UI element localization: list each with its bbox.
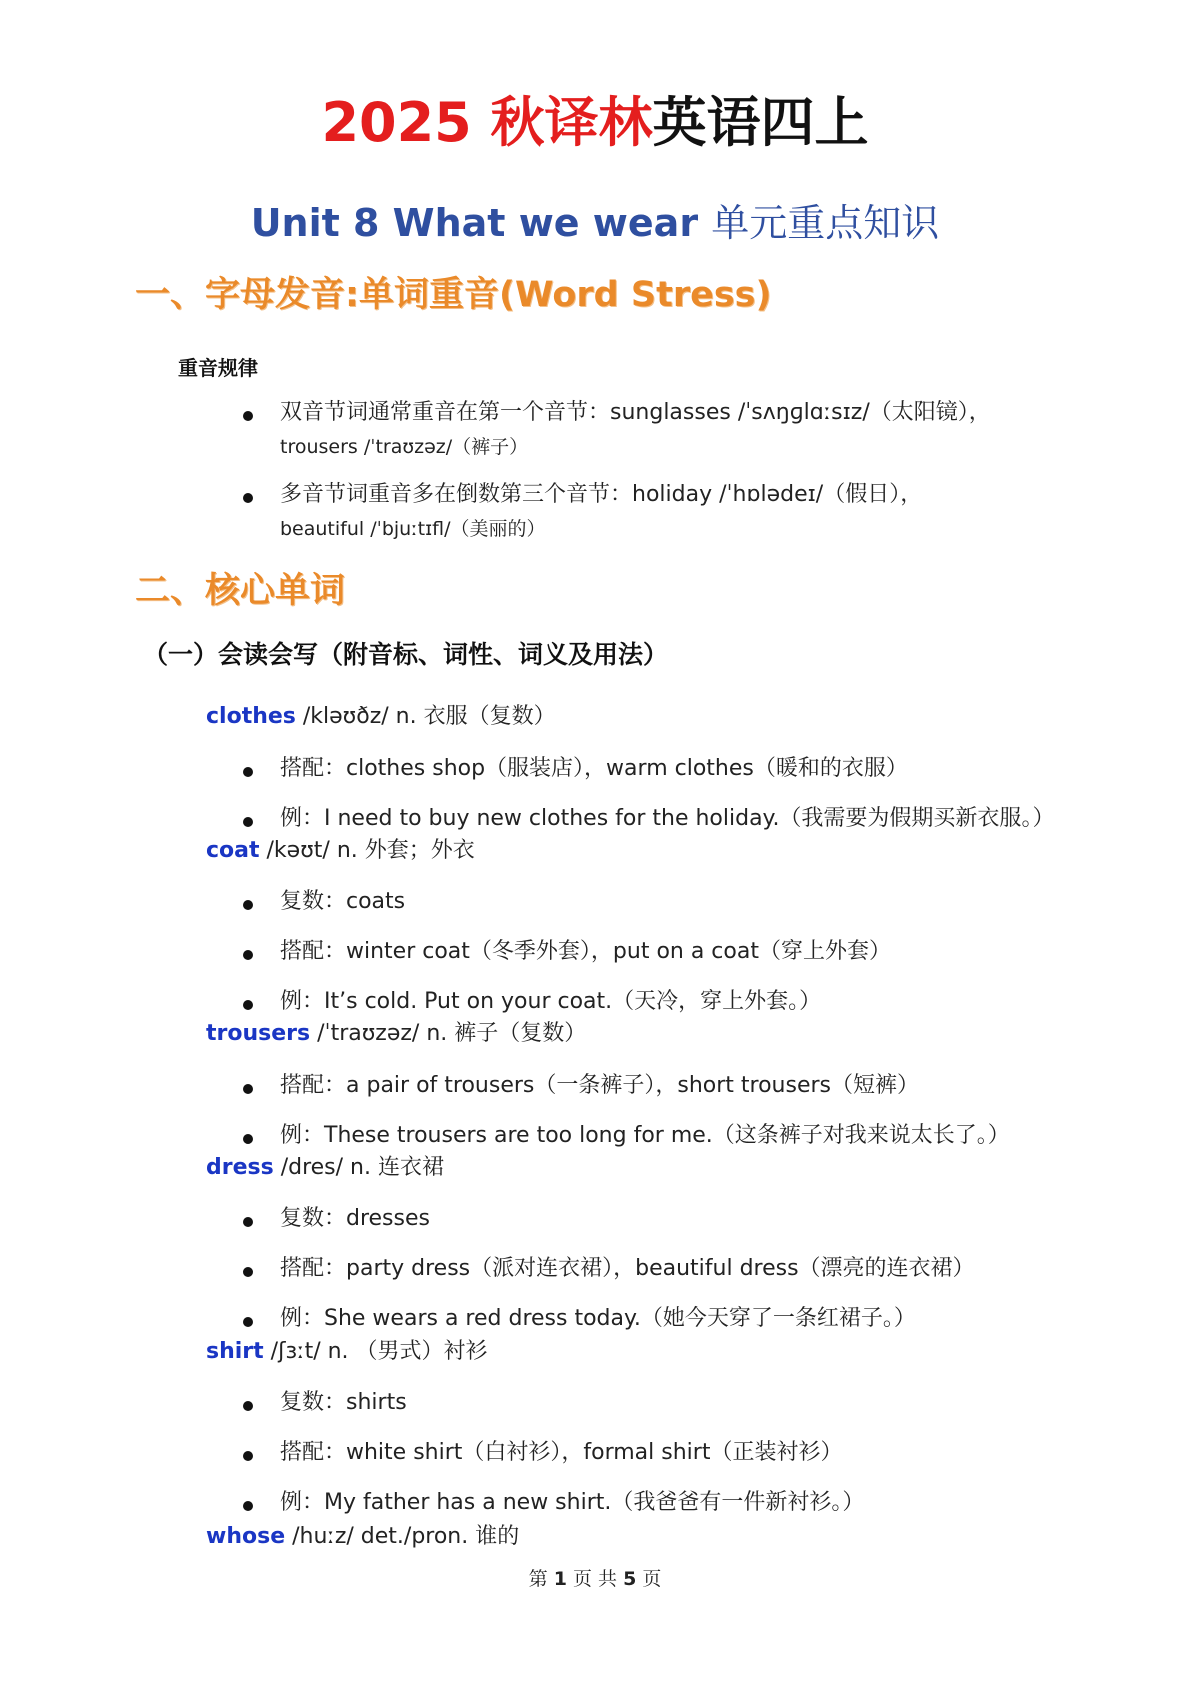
word-item: 例：These trousers are too long for me.（这条裤子对我来说太长了。） xyxy=(280,1123,1010,1148)
bullet xyxy=(243,1401,253,1411)
word-headword: shirt xyxy=(206,1339,264,1364)
rule-line: 多音节词重音多在倒数第三个音节：holiday /ˈhɒlədeɪ/（假日）， xyxy=(280,482,923,507)
word-item: 复数：shirts xyxy=(280,1390,407,1415)
footer-mid: 页 共 xyxy=(566,1568,624,1590)
title-rest: 英语四上 xyxy=(652,91,869,154)
bullet xyxy=(243,1084,253,1094)
section1-heading: 一、字母发音:单词重音(Word Stress) xyxy=(135,275,772,315)
word-item: 搭配：party dress（派对连衣裙），beautiful dress（漂亮的连衣裙） xyxy=(280,1256,975,1281)
footer-pre: 第 xyxy=(528,1568,554,1590)
unit-subtitle xyxy=(0,198,1190,248)
word-entry xyxy=(206,1153,444,1183)
subtitle-unit: Unit 8 What we wear xyxy=(250,201,699,245)
footer-page-number: 1 xyxy=(553,1568,567,1590)
word-info: /dres/ n. 连衣裙 xyxy=(273,1155,444,1180)
word-item: 例：It’s cold. Put on your coat.（天冷，穿上外套。） xyxy=(280,989,822,1014)
bullet xyxy=(243,411,253,421)
word-info: /kləʊðz/ n. 衣服（复数） xyxy=(295,704,556,729)
footer-total-pages: 5 xyxy=(623,1568,637,1590)
bullet xyxy=(243,1317,253,1327)
word-item: 搭配：white shirt（白衬衫），formal shirt（正装衬衫） xyxy=(280,1440,843,1465)
word-info: /huːz/ det./pron. 谁的 xyxy=(285,1524,520,1549)
bullet xyxy=(243,493,253,503)
rule-line: trousers /ˈtraʊzəz/（裤子） xyxy=(280,436,529,458)
page-footer xyxy=(0,1564,1190,1591)
section2-subheading: （一）会读会写（附音标、词性、词义及用法） xyxy=(143,640,669,669)
rule-title: 重音规律 xyxy=(178,356,258,380)
word-item: 复数：dresses xyxy=(280,1206,430,1231)
word-info: /kəʊt/ n. 外套；外衣 xyxy=(259,838,475,863)
word-entry xyxy=(206,836,475,866)
word-item: 例：She wears a red dress today.（她今天穿了一条红裙子。） xyxy=(280,1306,916,1331)
bullet xyxy=(243,900,253,910)
word-item: 例：My father has a new shirt.（我爸爸有一件新衬衫。） xyxy=(280,1490,865,1515)
word-entry xyxy=(206,1522,519,1552)
rule-line: 双音节词通常重音在第一个音节：sunglasses /ˈsʌŋɡlɑːsɪz/（太阳镜）， xyxy=(280,400,991,425)
word-headword: trousers xyxy=(206,1021,311,1046)
bullet xyxy=(243,767,253,777)
bullet xyxy=(243,1501,253,1511)
word-item: 例：I need to buy new clothes for the holiday.（我需要为假期买新衣服。） xyxy=(280,806,1055,831)
word-info: /ˈtraʊzəz/ n. 裤子（复数） xyxy=(310,1021,587,1046)
word-item: 复数：coats xyxy=(280,889,406,914)
title-year: 2025 xyxy=(321,91,472,154)
section2-heading: 二、核心单词 xyxy=(135,571,346,611)
word-headword: coat xyxy=(206,838,260,863)
bullet xyxy=(243,1267,253,1277)
bullet xyxy=(243,1451,253,1461)
bullet xyxy=(243,1134,253,1144)
bullet xyxy=(243,817,253,827)
word-item: 搭配：a pair of trousers（一条裤子），short trousers（短裤） xyxy=(280,1073,919,1098)
word-entry xyxy=(206,1337,488,1367)
bullet xyxy=(243,1000,253,1010)
word-entry xyxy=(206,702,556,732)
title-publisher: 秋译林 xyxy=(490,91,653,154)
word-item: 搭配：winter coat（冬季外套），put on a coat（穿上外套） xyxy=(280,939,891,964)
footer-post: 页 xyxy=(636,1568,662,1590)
word-info: /ʃɜːt/ n. （男式）衬衫 xyxy=(263,1339,488,1364)
word-headword: dress xyxy=(206,1155,274,1180)
word-entry xyxy=(206,1019,586,1049)
document-title xyxy=(0,88,1190,158)
bullet xyxy=(243,1217,253,1227)
word-item: 搭配：clothes shop（服装店），warm clothes（暖和的衣服） xyxy=(280,756,908,781)
subtitle-cn: 单元重点知识 xyxy=(711,201,940,245)
word-headword: whose xyxy=(206,1524,286,1549)
bullet xyxy=(243,950,253,960)
rule-line: beautiful /ˈbjuːtɪfl/（美丽的） xyxy=(280,518,546,540)
word-headword: clothes xyxy=(206,704,296,729)
